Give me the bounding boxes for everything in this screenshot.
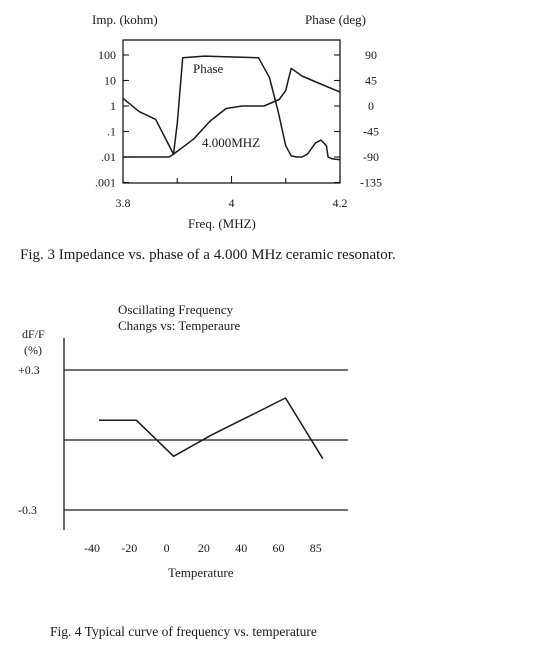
phase-tick-labels bbox=[360, 48, 382, 190]
chart-title-line-1: Oscillating Frequency bbox=[118, 302, 234, 317]
figure-4-caption: Fig. 4 Typical curve of frequency vs. temperature bbox=[50, 624, 317, 639]
impedance-tick-label: .001 bbox=[95, 175, 116, 190]
temperature-tick-labels bbox=[84, 541, 322, 555]
x-axis-label: Temperature bbox=[168, 565, 234, 580]
frequency-tick-label: 3.8 bbox=[115, 196, 131, 210]
impedance-tick-label: .01 bbox=[101, 150, 116, 164]
phase-tick-label: -45 bbox=[363, 124, 379, 139]
frequency-temperature-chart bbox=[0, 290, 560, 620]
y-tick-label: +0.3 bbox=[18, 363, 40, 377]
impedance-tick-labels bbox=[95, 48, 116, 190]
impedance-tick-label: 10 bbox=[104, 73, 116, 88]
temperature-tick-label: -20 bbox=[121, 541, 138, 555]
frequency-tick-labels bbox=[116, 196, 348, 210]
left-axis-label: Imp. (kohm) bbox=[92, 12, 158, 27]
impedance-phase-chart bbox=[0, 0, 560, 240]
impedance-tick-label: .1 bbox=[107, 124, 116, 139]
y-tick-labels bbox=[18, 363, 40, 517]
phase-tick-label: 45 bbox=[365, 73, 377, 88]
frequency-tick-label: 4 bbox=[228, 196, 235, 210]
temperature-tick-label: -40 bbox=[84, 541, 100, 555]
y-label-line-1: dF/F bbox=[22, 327, 45, 341]
right-axis-label: Phase (deg) bbox=[305, 12, 367, 27]
temperature-tick-label: 60 bbox=[272, 541, 285, 555]
plot-frame bbox=[123, 40, 340, 183]
figure-3-caption: Fig. 3 Impedance vs. phase of a 4.000 MHz ceramic resonator. bbox=[20, 247, 396, 263]
frequency-annotation: 4.000MHZ bbox=[202, 135, 261, 150]
frequency-tick-label: 4.2 bbox=[332, 196, 348, 210]
impedance-tick-label: 1 bbox=[110, 99, 116, 113]
y-label-line-2: (%) bbox=[24, 343, 42, 357]
phase-annotation: Phase bbox=[193, 61, 224, 76]
reference-lines bbox=[64, 370, 348, 510]
impedance-tick-label: 100 bbox=[98, 48, 116, 62]
phase-tick-label: -135 bbox=[360, 175, 382, 190]
temperature-tick-label: 0 bbox=[163, 541, 170, 555]
temperature-tick-label: 20 bbox=[197, 541, 210, 555]
frequency-change-line bbox=[99, 398, 323, 459]
temperature-tick-label: 40 bbox=[235, 541, 248, 555]
x-axis-label: Freq. (MHZ) bbox=[188, 216, 256, 231]
temperature-tick-label: 85 bbox=[309, 541, 322, 555]
series-lines bbox=[99, 398, 323, 459]
phase-tick-label: 0 bbox=[368, 99, 374, 113]
y-tick-label: -0.3 bbox=[18, 503, 37, 517]
chart-title-line-2: Changs vs: Temperaure bbox=[118, 318, 241, 333]
phase-tick-label: -90 bbox=[363, 150, 379, 164]
phase-tick-label: 90 bbox=[365, 48, 377, 62]
